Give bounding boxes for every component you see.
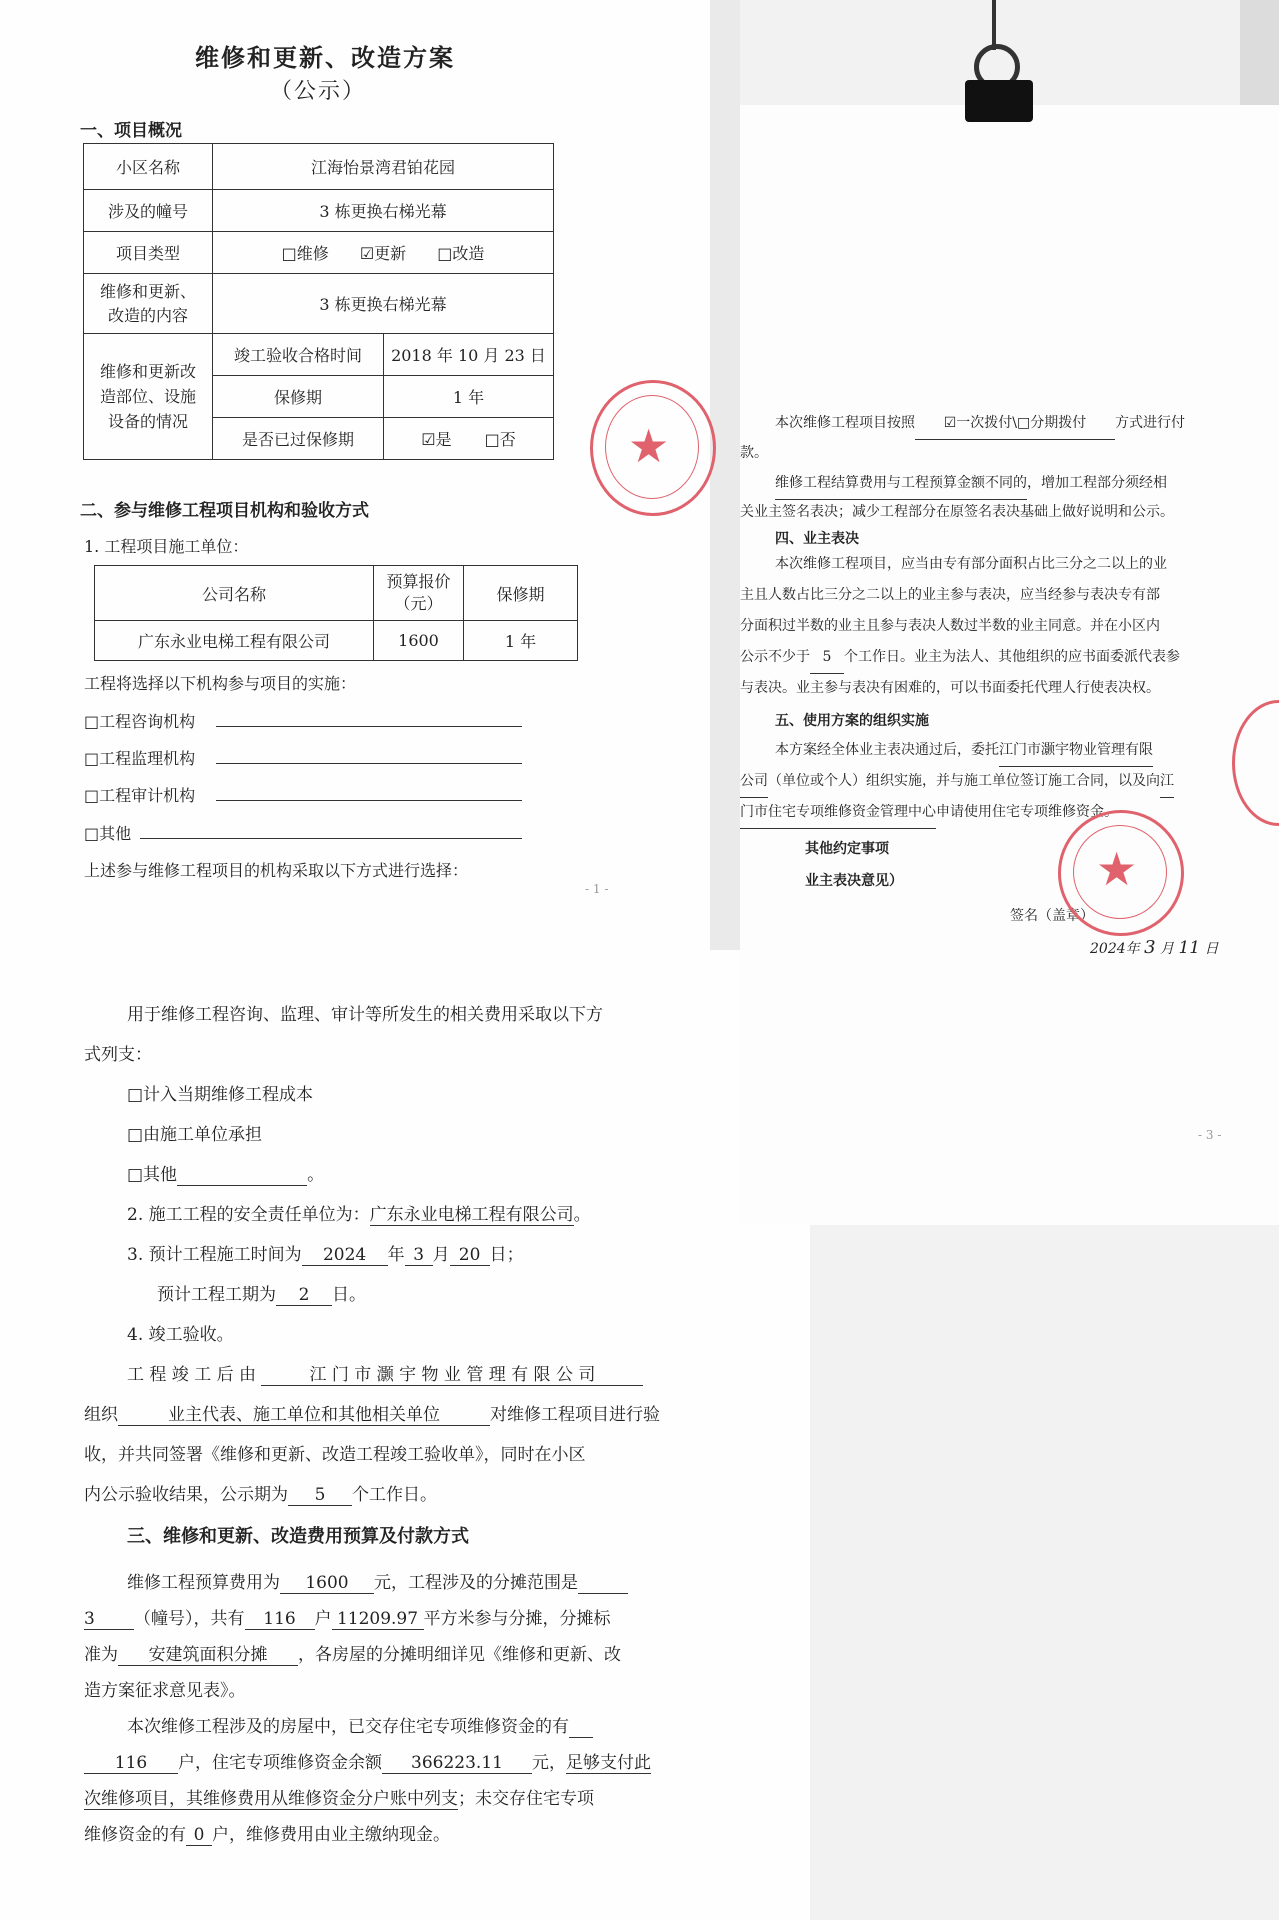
fund-households: 116: [84, 1753, 178, 1774]
impl-center-a: 江: [1160, 766, 1174, 798]
standard-value: 安建筑面积分摊: [118, 1640, 298, 1666]
settlement-condition: 维修工程结算费用与工程预算金额不同的: [775, 468, 1027, 500]
page-shadow: [710, 0, 740, 950]
community-value: 江海怡景湾君铂花园: [213, 144, 554, 190]
col-company: 公司名称: [95, 566, 374, 621]
facility-label: [84, 334, 213, 460]
fund-unpaid-count: 0: [186, 1825, 212, 1846]
contractor-price: 1600: [374, 621, 464, 661]
acceptance-parties: 业主代表、施工单位和其他相关单位: [118, 1400, 490, 1426]
page-3-number: - 3 -: [1198, 1128, 1222, 1142]
publicity-label: 内公示验收结果，公示期为: [84, 1485, 288, 1505]
seal-star-icon: ★: [1096, 842, 1138, 896]
shared-area: 11209.97: [332, 1609, 424, 1630]
agency-audit: □工程审计机构: [84, 786, 196, 805]
budget-mid: 元，工程涉及的分摊范围是: [374, 1573, 578, 1593]
content-label-line-2: 改造的内容: [107, 305, 188, 325]
vote-line-5: 与表决。业主参与表决有困难的，可以书面委托代理人行使表决权。: [740, 680, 1160, 696]
expired-options: [384, 418, 554, 460]
construction-month: 3: [405, 1245, 433, 1266]
impl-line-2-mid: （单位或个人）组织实施，并与施工单位签订施工合同，以及向: [768, 773, 1160, 789]
agency-other: □其他: [84, 824, 132, 843]
period-unit: 日。: [332, 1285, 366, 1305]
payment-line: [740, 408, 1255, 440]
construction-time-line: [127, 1240, 524, 1266]
building-value: 3 栋更换右梯光幕: [213, 190, 554, 232]
warranty-value: 1 年: [384, 376, 554, 418]
payment-label: 本次维修工程项目按照: [775, 415, 915, 431]
construction-day: 20: [450, 1245, 490, 1266]
fund-unpaid-label: 维修资金的有: [84, 1825, 186, 1845]
fee-option-other: □其他 。: [127, 1165, 325, 1185]
month-unit: 月: [432, 1245, 450, 1265]
section-3-heading: 三、维修和更新、改造费用预算及付款方式: [127, 1526, 469, 1547]
budget-line-2: [84, 1604, 611, 1630]
facility-label-line-2: 造部位、设施: [99, 387, 196, 406]
content-value: 3 栋更换右梯光幕: [213, 274, 554, 334]
fund-line-4: [84, 1820, 450, 1846]
company-seal-1: [590, 380, 716, 516]
acceptance-line-1: [127, 1360, 643, 1386]
publicity-suffix: 个工作日。: [352, 1485, 437, 1505]
payment-line-2: 款。: [740, 445, 768, 461]
acceptance-line-2-suffix: 对维修工程项目进行验: [490, 1405, 660, 1425]
safety-unit-label: 2. 施工工程的安全责任单位为：: [127, 1205, 370, 1225]
page-1-number: - 1 -: [585, 882, 609, 896]
fee-intro-line-1: 用于维修工程咨询、监理、审计等所发生的相关费用采取以下方: [127, 1005, 603, 1025]
page-2: [0, 950, 810, 1920]
impl-center-b: 门市住宅专项维修资金管理中心: [740, 797, 936, 829]
vote-days-label: 公示不少于: [740, 649, 810, 665]
settlement-suffix: ，增加工程部分须经相: [1027, 475, 1167, 491]
range-value: 3: [84, 1609, 134, 1630]
fund-line-1: [127, 1712, 593, 1738]
budget-value: 1600: [280, 1573, 374, 1594]
community-label: 小区名称: [84, 144, 213, 190]
expired-label: 是否已过保修期: [213, 418, 384, 460]
agency-audit-line: [216, 800, 522, 801]
impl-organizer-b: 公司: [740, 766, 768, 798]
area-suffix: 平方米参与分摊，分摊标: [423, 1609, 611, 1629]
expired-yes: ☑是: [421, 430, 452, 449]
safety-unit-line: 2. 施工工程的安全责任单位为：广东永业电梯工程有限公司。: [127, 1200, 591, 1226]
content-label-line-1: 维修和更新、: [99, 281, 196, 301]
acceptance-line-4: [84, 1480, 437, 1506]
households-count: 116: [245, 1609, 315, 1630]
acceptance-line-2: [84, 1400, 660, 1426]
fund-mid: 户，住宅专项维修资金余额: [178, 1753, 382, 1773]
contractor-warranty: 1 年: [464, 621, 578, 661]
fund-line-3-suffix: ；未交存住宅专项: [458, 1789, 594, 1809]
fund-enough: 足够支付此: [566, 1748, 651, 1774]
facility-label-line-1: 维修和更新改: [99, 362, 196, 381]
vote-line-1: 本次维修工程项目，应当由专有部分面积占比三分之二以上的业: [775, 556, 1167, 572]
type-option-update: ☑更新: [359, 244, 407, 263]
impl-line-1: [775, 735, 1265, 767]
construction-year: 2024: [302, 1245, 388, 1266]
agency-supervision-line: [216, 763, 522, 764]
fund-balance: 366223.11: [382, 1753, 532, 1774]
settlement-line-1: [775, 468, 1235, 500]
building-label: 涉及的幢号: [84, 190, 213, 232]
col-price-line-1: 预算报价: [386, 572, 451, 591]
vote-days: 5: [810, 642, 844, 674]
date-year: 2024年: [1090, 941, 1140, 957]
owner-opinion-label: 业主表决意见）: [805, 873, 903, 889]
date-day: 11: [1178, 938, 1201, 958]
fund-line-2: [84, 1748, 651, 1774]
construction-time-label: 3. 预计工程施工时间为: [127, 1245, 302, 1265]
type-options: [213, 232, 554, 274]
col-warranty: 保修期: [464, 566, 578, 621]
signature-date: [1090, 937, 1219, 958]
item-4-heading: 4. 竣工验收。: [127, 1325, 234, 1345]
agency-other-line: [140, 838, 522, 839]
fund-line-4-suffix: 户，维修费用由业主缴纳现金。: [212, 1825, 450, 1845]
agency-supervision: □工程监理机构: [84, 749, 196, 768]
impl-organizer-a: 江门市灏宇物业管理有限: [999, 735, 1153, 767]
agencies-intro: 工程将选择以下机构参与项目的实施：: [84, 674, 357, 693]
type-option-repair: □维修: [281, 244, 329, 263]
section-4-heading: 四、业主表决: [775, 531, 859, 547]
day-unit: 日；: [489, 1245, 524, 1265]
fund-source: 次维修项目，其维修费用从维修资金分户账中列支: [84, 1784, 458, 1810]
acceptance-organizer: 江 门 市 灏 宇 物 业 管 理 有 限 公 司: [261, 1360, 643, 1386]
accept-time-value: 2018 年 10 月 23 日: [384, 334, 554, 376]
year-unit: 年: [387, 1245, 405, 1265]
payment-method: ☑一次拨付\□分期拨付: [915, 408, 1115, 440]
households-unit: 户: [314, 1609, 332, 1629]
acceptance-organize-label: 组织: [84, 1405, 118, 1425]
signature-label: 签名（盖章）: [1010, 908, 1094, 924]
range-mid: （幢号），共有: [134, 1609, 245, 1629]
construction-period-value: 2: [276, 1285, 332, 1306]
type-option-renovate: □改造: [437, 244, 485, 263]
acceptance-line-3: 收，并共同签署《维修和更新、改造工程竣工验收单》，同时在小区: [84, 1445, 586, 1465]
fund-line-3: [84, 1784, 594, 1810]
budget-line-4: 造方案征求意见表》。: [84, 1681, 246, 1701]
budget-label: 维修工程预算费用为: [127, 1573, 280, 1593]
section-5-heading: 五、使用方案的组织实施: [775, 713, 929, 729]
construction-period-label: 预计工程工期为: [157, 1285, 276, 1305]
date-month-unit: 月: [1160, 941, 1174, 957]
fund-unit: 元，: [532, 1753, 566, 1773]
content-label: [84, 274, 213, 334]
document-title: 维修和更新、改造方案: [195, 44, 455, 72]
standard-label: 准为: [84, 1645, 118, 1665]
contractor-table: [94, 565, 578, 661]
fee-option-cost: □计入当期维修工程成本: [127, 1085, 314, 1105]
accept-time-label: 竣工验收合格时间: [213, 334, 384, 376]
acceptance-prefix: 工 程 竣 工 后 由: [127, 1365, 257, 1385]
project-overview-table: [83, 143, 554, 460]
date-month: 3: [1144, 937, 1156, 958]
vote-line-2: 主且人数占比三分之二以上的业主参与表决，应当经参与表决专有部: [740, 587, 1160, 603]
fee-intro-line-2: 式列支：: [84, 1045, 152, 1065]
impl-line-3-suffix: 申请使用住宅专项维修资金。: [936, 804, 1118, 820]
warranty-label: 保修期: [213, 376, 384, 418]
fund-line-1-text: 本次维修工程涉及的房屋中，已交存住宅专项维修资金的有: [127, 1717, 569, 1737]
other-terms-label: 其他约定事项: [805, 841, 889, 857]
settlement-line-2: 关业主签名表决；减少工程部分在原签名表决基础上做好说明和公示。: [740, 504, 1174, 520]
binder-clip-wire: [992, 0, 996, 50]
expired-no: □否: [484, 430, 516, 449]
section-2-heading: 二、参与维修工程项目机构和验收方式: [80, 501, 369, 521]
facility-label-line-3: 设备的情况: [107, 412, 188, 431]
fee-option-other-label: □其他: [127, 1165, 178, 1185]
agency-consulting-line: [216, 726, 522, 727]
type-label: 项目类型: [84, 232, 213, 274]
vote-line-4: [740, 642, 1230, 674]
selection-method: 上述参与维修工程项目的机构采取以下方式进行选择：: [84, 861, 469, 880]
payment-suffix: 方式进行付: [1115, 415, 1185, 431]
construction-period-line: [157, 1280, 366, 1306]
company-seal-2: [1058, 810, 1184, 936]
item-1-heading: 1. 工程项目施工单位：: [84, 537, 249, 556]
binder-clip-icon: [965, 80, 1033, 122]
impl-line-2: [740, 766, 1230, 798]
budget-line-1: [127, 1568, 628, 1594]
col-price-line-2: （元）: [394, 594, 443, 613]
budget-line-3: [84, 1640, 621, 1666]
standard-suffix: ，各房屋的分摊明细详见《维修和更新、改: [298, 1645, 621, 1665]
agency-consulting: □工程咨询机构: [84, 712, 196, 731]
document-subtitle: （公示）: [270, 79, 367, 104]
vote-line-3: 分面积过半数的业主且参与表决人数过半数的业主同意。并在小区内: [740, 618, 1160, 634]
vote-line-4-suffix: 个工作日。业主为法人、其他组织的应书面委派代表参: [844, 649, 1180, 665]
date-day-unit: 日: [1204, 941, 1219, 957]
fee-option-contractor: □由施工单位承担: [127, 1125, 263, 1145]
col-price: [374, 566, 464, 621]
publicity-days: 5: [288, 1485, 352, 1506]
section-1-heading: 一、项目概况: [80, 121, 182, 141]
seal-star-icon: ★: [628, 419, 670, 473]
safety-unit-value: 广东永业电梯工程有限公司: [370, 1200, 574, 1226]
impl-entrust-label: 本方案经全体业主表决通过后，委托: [775, 742, 999, 758]
contractor-company: 广东永业电梯工程有限公司: [95, 621, 374, 661]
